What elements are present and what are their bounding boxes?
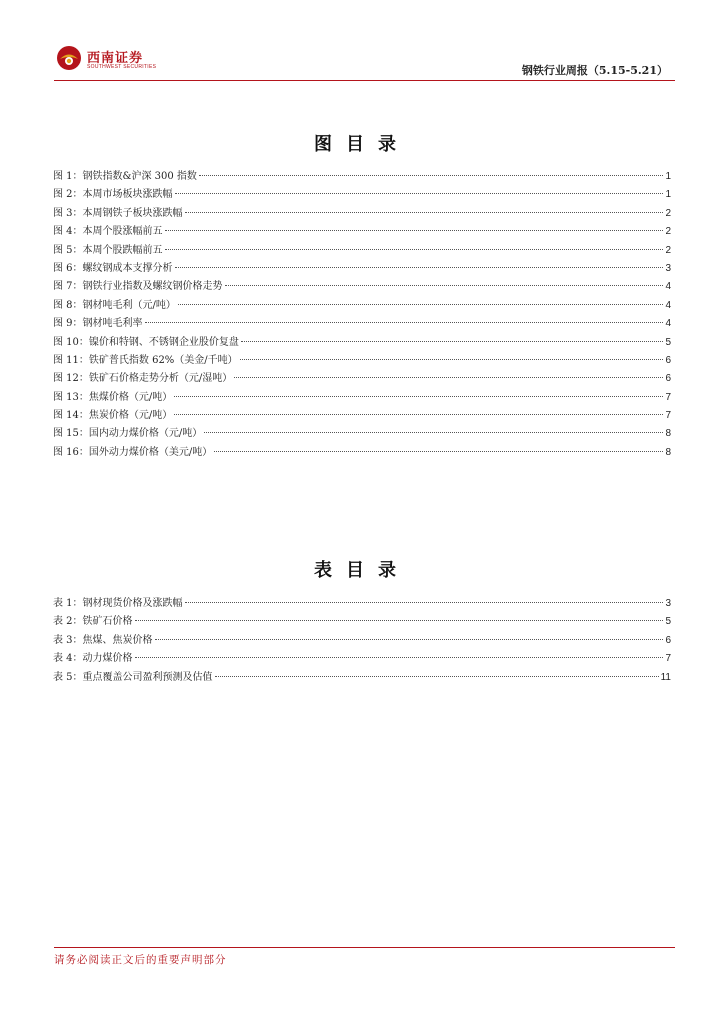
toc-entry-label: 图 6：螺纹钢成本支撑分析 bbox=[53, 262, 173, 274]
toc-entry-page: 4 bbox=[665, 318, 671, 330]
toc-entry-page: 3 bbox=[665, 262, 671, 274]
toc-entry-label: 图 7：钢铁行业指数及螺纹钢价格走势 bbox=[53, 281, 223, 293]
toc-entry[interactable] bbox=[53, 334, 671, 352]
toc-entry-page: 4 bbox=[665, 299, 671, 311]
figures-heading: 图目录 bbox=[314, 134, 410, 155]
toc-entry-label: 图 2：本周市场板块涨跌幅 bbox=[53, 189, 173, 201]
toc-entry[interactable] bbox=[53, 260, 671, 278]
toc-entry-label: 图 13：焦煤价格（元/吨） bbox=[53, 391, 173, 403]
toc-entry-label: 图 5：本周个股跌幅前五 bbox=[53, 244, 163, 256]
toc-entry-page: 2 bbox=[665, 244, 671, 256]
tables-heading: 表目录 bbox=[314, 560, 410, 581]
company-logo bbox=[55, 44, 175, 72]
report-title: 钢铁行业周报（5.15-5.21） bbox=[521, 64, 668, 77]
toc-leader-dots bbox=[174, 396, 663, 397]
toc-entry-page: 2 bbox=[665, 226, 671, 238]
toc-entry-page: 7 bbox=[665, 410, 671, 422]
toc-entry[interactable] bbox=[53, 315, 671, 333]
toc-entry-label: 图 12：铁矿石价格走势分析（元/湿吨） bbox=[53, 373, 233, 385]
toc-entry-page: 8 bbox=[665, 446, 671, 458]
toc-entry-page: 8 bbox=[665, 428, 671, 440]
logo-emblem-icon bbox=[55, 44, 83, 72]
toc-entry[interactable] bbox=[53, 595, 671, 613]
toc-leader-dots bbox=[234, 377, 663, 378]
toc-entry-page: 11 bbox=[660, 671, 671, 683]
toc-entry[interactable] bbox=[53, 186, 671, 204]
figures-toc bbox=[53, 168, 671, 462]
toc-leader-dots bbox=[185, 212, 664, 213]
toc-entry-label: 图 4：本周个股涨幅前五 bbox=[53, 226, 163, 238]
toc-leader-dots bbox=[145, 322, 664, 323]
toc-entry[interactable] bbox=[53, 613, 671, 631]
toc-entry-label: 图 1：钢铁指数&沪深 300 指数 bbox=[53, 171, 197, 182]
toc-entry-page: 3 bbox=[665, 598, 671, 609]
toc-entry-label: 图 8：钢材吨毛利（元/吨） bbox=[53, 299, 176, 311]
toc-entry-label: 表 3：焦煤、焦炭价格 bbox=[53, 634, 153, 646]
toc-entry-page: 6 bbox=[665, 373, 671, 385]
toc-entry[interactable] bbox=[53, 297, 671, 315]
toc-entry-label: 图 3：本周钢铁子板块涨跌幅 bbox=[53, 207, 183, 219]
toc-entry-label: 图 10：镍价和特钢、不锈钢企业股价复盘 bbox=[53, 336, 239, 348]
toc-leader-dots bbox=[240, 359, 664, 360]
toc-entry-label: 表 1：钢材现货价格及涨跌幅 bbox=[53, 598, 183, 609]
toc-entry-page: 1 bbox=[665, 189, 671, 201]
toc-entry-page: 2 bbox=[665, 207, 671, 219]
logo-chinese-name: 西南证券 bbox=[87, 51, 144, 66]
toc-entry-label: 图 14：焦炭价格（元/吨） bbox=[53, 410, 173, 422]
toc-entry-page: 6 bbox=[665, 634, 671, 646]
toc-entry[interactable] bbox=[53, 352, 671, 370]
toc-entry[interactable] bbox=[53, 650, 671, 668]
toc-leader-dots bbox=[185, 602, 664, 603]
toc-leader-dots bbox=[174, 414, 663, 415]
toc-leader-dots bbox=[241, 341, 664, 342]
toc-entry-label: 图 11：铁矿普氏指数 62%（美金/千吨） bbox=[53, 354, 238, 366]
toc-entry-label: 图 15：国内动力煤价格（元/吨） bbox=[53, 428, 203, 440]
toc-entry-label: 表 4：动力煤价格 bbox=[53, 653, 133, 665]
toc-entry-page: 7 bbox=[665, 653, 671, 665]
toc-entry-page: 6 bbox=[665, 354, 671, 366]
toc-entry[interactable] bbox=[53, 425, 671, 443]
page-header bbox=[0, 0, 724, 82]
toc-leader-dots bbox=[155, 639, 664, 640]
toc-entry-label: 图 9：钢材吨毛利率 bbox=[53, 318, 143, 330]
toc-leader-dots bbox=[204, 432, 663, 433]
toc-leader-dots bbox=[214, 451, 663, 452]
toc-entry[interactable] bbox=[53, 370, 671, 388]
logo-english-name: SOUTHWEST SECURITIES bbox=[87, 64, 157, 70]
toc-leader-dots bbox=[178, 304, 664, 305]
toc-entry[interactable] bbox=[53, 669, 671, 687]
toc-leader-dots bbox=[165, 249, 664, 250]
toc-entry-page: 7 bbox=[665, 391, 671, 403]
toc-entry[interactable] bbox=[53, 242, 671, 260]
toc-leader-dots bbox=[215, 676, 659, 677]
toc-entry-page: 5 bbox=[665, 616, 671, 628]
toc-leader-dots bbox=[135, 657, 664, 658]
toc-leader-dots bbox=[165, 230, 664, 231]
toc-leader-dots bbox=[175, 267, 664, 268]
toc-leader-dots bbox=[175, 193, 664, 194]
toc-leader-dots bbox=[135, 620, 664, 621]
footer-divider bbox=[54, 947, 675, 948]
footer-disclaimer: 请务必阅读正文后的重要声明部分 bbox=[54, 954, 227, 966]
tables-toc bbox=[53, 595, 671, 687]
toc-entry[interactable] bbox=[53, 444, 671, 462]
toc-entry-label: 图 16：国外动力煤价格（美元/吨） bbox=[53, 446, 213, 458]
toc-leader-dots bbox=[225, 285, 664, 286]
toc-entry[interactable] bbox=[53, 223, 671, 241]
toc-entry-page: 5 bbox=[665, 336, 671, 348]
toc-entry[interactable] bbox=[53, 632, 671, 650]
header-divider bbox=[54, 80, 675, 81]
toc-entry-label: 表 2：铁矿石价格 bbox=[53, 616, 133, 628]
toc-entry-label: 表 5：重点覆盖公司盈利预测及估值 bbox=[53, 671, 213, 683]
toc-entry-page: 1 bbox=[665, 171, 671, 182]
toc-entry[interactable] bbox=[53, 205, 671, 223]
toc-entry[interactable] bbox=[53, 389, 671, 407]
toc-entry[interactable] bbox=[53, 168, 671, 186]
toc-entry-page: 4 bbox=[665, 281, 671, 293]
toc-entry[interactable] bbox=[53, 278, 671, 296]
toc-entry[interactable] bbox=[53, 407, 671, 425]
toc-leader-dots bbox=[199, 175, 664, 176]
